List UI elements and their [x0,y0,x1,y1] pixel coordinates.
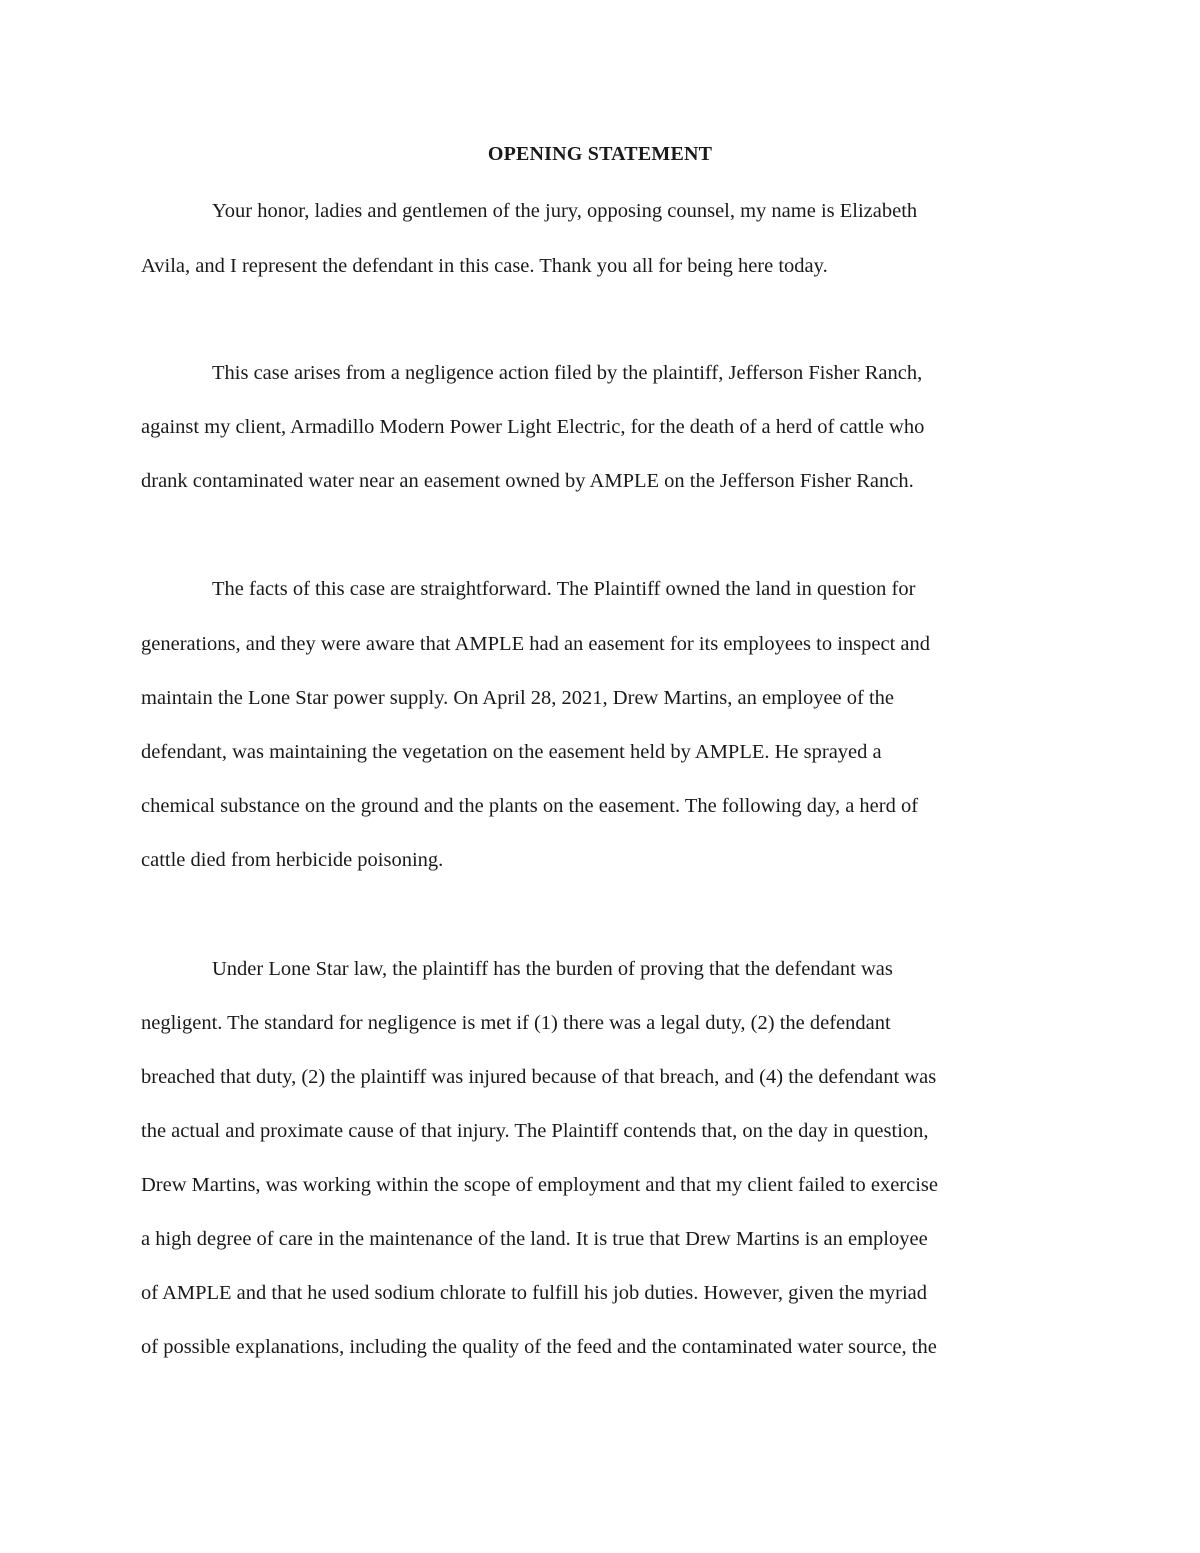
text-line: cattle died from herbicide poisoning. [141,849,444,871]
text-line: Under Lone Star law, the plaintiff has the burden of proving that the defendant was [212,958,893,980]
text-line: of AMPLE and that he used sodium chlorate to fulfill his job duties. However, given the myriad [141,1282,928,1304]
text-line: the actual and proximate cause of that injury. The Plaintiff contends that, on the day in question, [141,1120,929,1142]
text-line: Your honor, ladies and gentlemen of the jury, opposing counsel, my name is Elizabeth [212,200,918,222]
text-line: negligent. The standard for negligence is met if (1) there was a legal duty, (2) the defendant [141,1012,891,1034]
text-line: drank contaminated water near an easement owned by AMPLE on the Jefferson Fisher Ranch. [141,470,914,492]
text-line: a high degree of care in the maintenance of the land. It is true that Drew Martins is an employee [141,1228,928,1250]
text-line: of possible explanations, including the quality of the feed and the contaminated water source, the [141,1336,937,1358]
text-line: Drew Martins, was working within the scope of employment and that my client failed to exercise [141,1174,939,1196]
text-line: generations, and they were aware that AMPLE had an easement for its employees to inspect and [141,633,930,655]
text-line: defendant, was maintaining the vegetation on the easement held by AMPLE. He sprayed a [141,741,882,763]
text-line: This case arises from a negligence action filed by the plaintiff, Jefferson Fisher Ranch, [212,362,923,384]
text-line: chemical substance on the ground and the plants on the easement. The following day, a herd of [141,795,919,817]
text-line: maintain the Lone Star power supply. On April 28, 2021, Drew Martins, an employee of the [141,687,895,709]
text-line: breached that duty, (2) the plaintiff was injured because of that breach, and (4) the defendant was [141,1066,937,1088]
document-title: OPENING STATEMENT [487,143,713,165]
text-line: Avila, and I represent the defendant in this case. Thank you all for being here today. [141,255,828,277]
text-line: against my client, Armadillo Modern Power Light Electric, for the death of a herd of cattle who [141,416,925,438]
text-line: The facts of this case are straightforward. The Plaintiff owned the land in question for [212,578,916,600]
